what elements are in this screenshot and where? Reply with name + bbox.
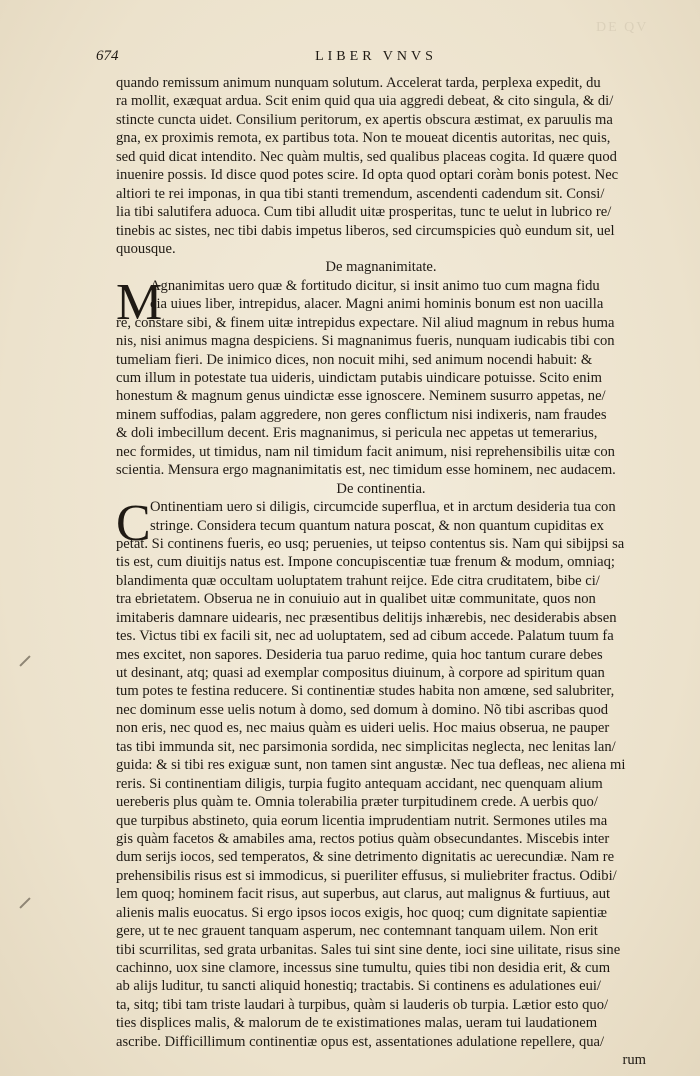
body-text xyxy=(116,74,646,1070)
paragraph-opening xyxy=(116,74,646,258)
text-line: stincte cuncta uidet. Consilium peritorum, ex apertis obscura æstimat, ex paruulis ma xyxy=(116,111,613,128)
text-line: nec dominum esse uelis notum à domo, sed domum à domino. Nõ tibi ascribas quod xyxy=(116,701,609,718)
text-line: ab alijs luditur, tu sancti aliquid honestiq; tractabis. Si continens es adulationes eui/ xyxy=(116,978,601,995)
text-line: re, constare sibi, & finem uitæ intrepidus expectare. Nil aliud magnum in rebus huma xyxy=(116,314,615,331)
text-line: alienis malis euocatus. Si ergo ipsos iocos exigis, hoc quoq; cum dignitate sapientiæ xyxy=(116,904,607,921)
text-line: tes. Victus tibi ex facili sit, nec ad uoluptatem, sed ad cibum accede. Palatum tuum fa xyxy=(116,628,614,645)
text-line: tas tibi immunda sit, nec parsimonia sordida, nec simplicitas neglecta, nec lenitas lan/ xyxy=(116,738,616,755)
text-line: cia uiues liber, intrepidus, alacer. Magni animi hominis bonum est non uacilla xyxy=(150,296,604,313)
catchword: rum xyxy=(622,1052,646,1069)
text-line: non eris, nec quod es, nec maius quàm es uideri uelis. Hoc maius obserua, ne pauper xyxy=(116,720,610,737)
text-line: guida: & si tibi res exiguæ sunt, non tamen sint angustæ. Nec tua defleas, nec aliena mi xyxy=(116,757,626,774)
text-line: mes excitet, non sapores. Desideria tua paruo redime, quia hoc tantum curare debes xyxy=(116,646,603,663)
text-line: tumeliam fieri. De inimico dices, non nocuit mihi, sed animum nocendi habuit: & xyxy=(116,351,593,368)
folio-number: 674 xyxy=(96,48,119,64)
page-header xyxy=(96,48,656,72)
section-heading-continentia: De continentia. xyxy=(336,480,426,497)
text-line: ascribe. Difficillimum continentiæ opus est, assentationes adulatione repellere, qua/ xyxy=(116,1033,605,1050)
text-line: stringe. Considera tecum quantum natura poscat, & non quantum cupiditas ex xyxy=(150,517,604,534)
text-line: tum potes te festina reducere. Si continentiæ studes habita non amœne, sed salubriter, xyxy=(116,683,615,700)
text-line: Agnanimitas uero quæ & fortitudo dicitur, si insit animo tuo cum magna fidu xyxy=(150,277,600,294)
text-line: tibi scurrilitas, sed grata urbanitas. Sales tui sint sine dente, ioci sine uilitate, risus sine xyxy=(116,941,621,958)
text-line: dum serijs iocos, sed temperatos, & sine detrimento dignitatis ac uerecundiæ. Nam re xyxy=(116,849,615,866)
drop-cap-m: M xyxy=(116,273,163,331)
text-line: que turpibus abstineto, quia eorum licentia imprudentiam nutrit. Sermones utiles ma xyxy=(116,812,608,829)
text-line: quousque. xyxy=(116,240,176,257)
running-head: LIBER VNVS xyxy=(315,49,437,64)
text-line: Ontinentiam uero si diligis, circumcide superflua, et in arctum desideria tua con xyxy=(150,499,616,516)
section-heading-magnanimitate: De magnanimitate. xyxy=(325,259,437,276)
paragraph-continentia xyxy=(116,495,646,1051)
drop-cap-c: C xyxy=(116,495,151,553)
paragraph-magnanimitate xyxy=(116,273,646,480)
text-line: cum illum in potestate tua uideris, uindictam putabis uindicare potuisse. Scito enim xyxy=(116,370,602,386)
text-line: cachinno, uox sine clamore, incessus sine tumultu, quies tibi non desidia erit, & cum xyxy=(116,960,611,976)
text-line: gis quàm facetos & amabiles ama, rectos potius quàm obsecundantes. Miscebis inter xyxy=(116,830,610,847)
text-line: ut desinant, atq; quasi ad exemplar compositus diuinum, à corpore ad spiritum quan xyxy=(116,665,605,681)
text-line: prehensibilis risus est si immodicus, si pueriliter effusus, si muliebriter fractus. Odibi/ xyxy=(116,867,617,884)
text-line: minem suffodias, palam aggredere, non geres conflictum nisi indixeris, nam fraudes xyxy=(116,406,607,423)
text-line: scientia. Mensura ergo magnanimitatis est, nec timidum esse hominem, nec audacem. xyxy=(116,462,616,479)
text-line: tis est, cum diuitijs natus est. Impone concupiscentiæ tuæ frenum & modum, omniaq; xyxy=(116,554,615,571)
text-line: ties displices malis, & malorum de te existimationes malas, ueram tui laudationem xyxy=(116,1015,598,1032)
text-line: gere, ut te nec grauent tanquam asperum, nec contemnant tanquam uilem. Non erit xyxy=(116,923,598,940)
text-line: uereberis plus quàm te. Omnia tolerabilia præter turpitudinem crede. A uerbis quo/ xyxy=(116,794,598,811)
text-line: quando remissum animum nunquam solutum. Accelerat tarda, perplexa expedit, du xyxy=(116,75,601,91)
text-line: nis, nisi animus magna despiciens. Si magnanimus fueris, nunquam iudicabis tibi con xyxy=(116,333,615,350)
text-line: tra ebrietatem. Obserua ne in conuiuio aut in qualibet uitæ communitate, quos non xyxy=(116,591,596,608)
text-line: ta, sitq; tibi tam triste laudari à turpibus, quàm si lauderis ob turpia. Lætior esto quo/ xyxy=(116,996,609,1013)
text-line: imitaberis damnare uidearis, nec præsentibus delitijs inhærebis, nec desiderabis absen xyxy=(116,609,617,626)
text-line: lia tibi salutifera aduoca. Cum tibi alludit uitæ prosperitas, tunc te uelut in lubrico re/ xyxy=(116,204,612,221)
text-line: sed quid dicat intendito. Nec quàm multis, sed qualibus placeas cogita. Id quære quod xyxy=(116,148,617,165)
text-line: ra mollit, exæquat ardua. Scit enim quid qua uia aggredi debeat, & cito singula, & di/ xyxy=(116,93,614,110)
margin-mark xyxy=(19,897,30,908)
margin-mark xyxy=(19,655,30,666)
text-line: lem quoq; hominem facit risus, aut superbus, aut clarus, aut malignus & furtiuus, aut xyxy=(116,886,611,903)
text-line: gna, ex proximis remota, ex partibus tota. Non te moueat dicentis autoritas, nec quis, xyxy=(116,130,611,147)
bleed-through-text: DE QV xyxy=(596,20,649,35)
text-line: altiori te rei imponas, in qua tibi stanti tremendum, ascendenti cadendum sit. Consi/ xyxy=(116,185,605,202)
text-line: blandimenta quæ occultam uoluptatem trahunt reijce. Ede citra cruditatem, bibe ci/ xyxy=(116,572,600,589)
text-line: reris. Si continentiam diligis, turpia fugito antequam accidant, nec quenquam alium xyxy=(116,775,603,792)
text-line: inuenire possis. Id disce quod potes scire. Id opta quod optari coràm bonis potest. Nec xyxy=(116,167,619,184)
text-line: honestum & magnum genus uindictæ esse ignoscere. Neminem susurro appetas, ne/ xyxy=(116,388,606,405)
text-line: nec formides, ut timidus, nam nil timidum facit animum, nisi reprehensibilis uitæ con xyxy=(116,443,615,460)
text-line: petat. Si continens fueris, eo usq; peruenies, ut teipso contentus sis. Nam qui sibijpsi sa xyxy=(116,535,625,552)
text-line: tinebis ac sistes, nec tibi dabis impetus liberos, sed circumspicies quò eundum sit, uel xyxy=(116,222,615,239)
text-line: & doli imbecillum decent. Eris magnanimus, si pericula nec appetas ut temerarius, xyxy=(116,425,598,442)
